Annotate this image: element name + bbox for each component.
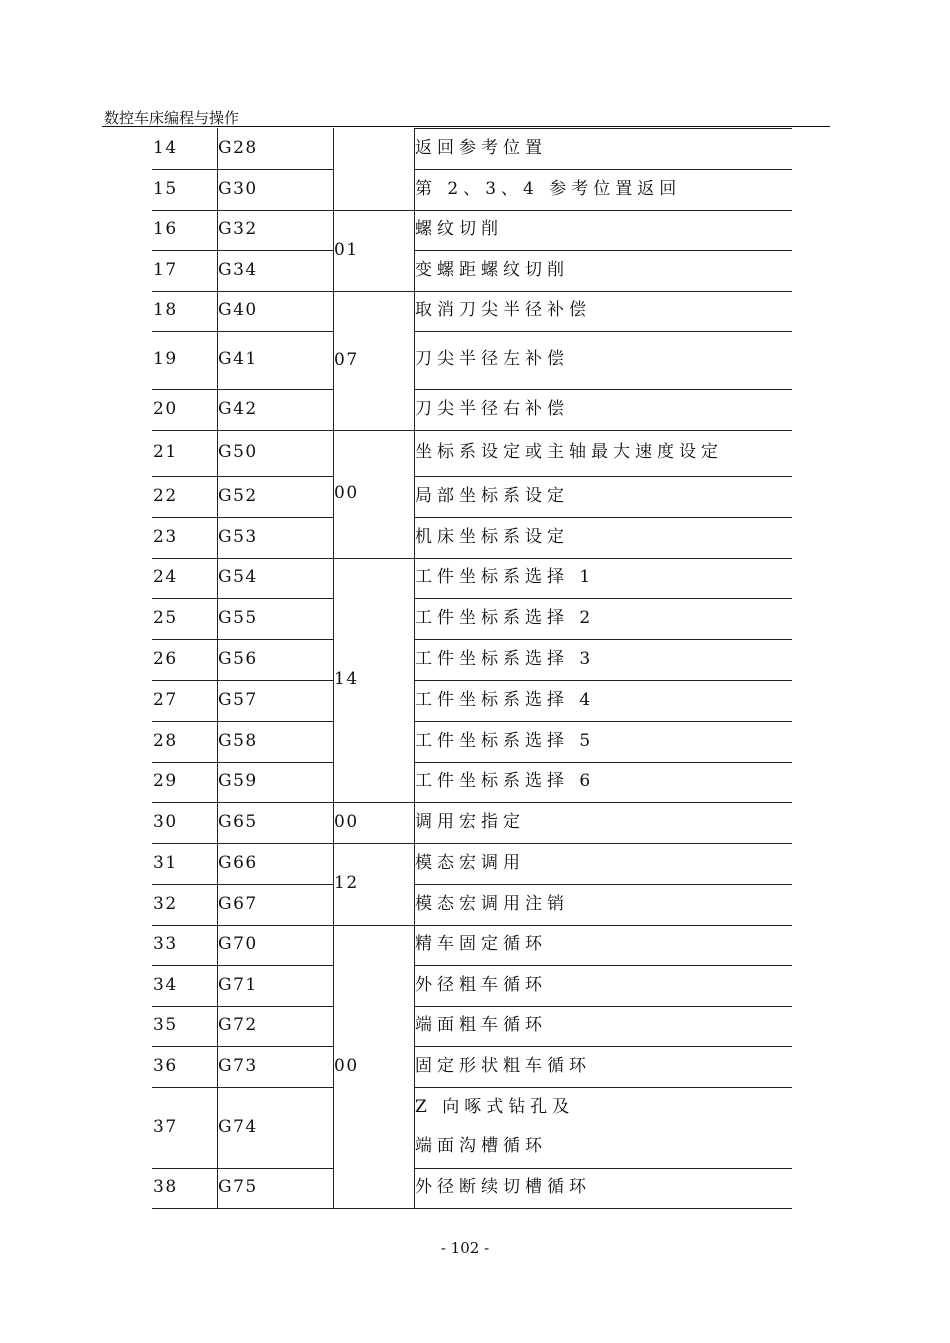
row-number: 26 xyxy=(153,649,178,669)
g-code: G71 xyxy=(218,975,258,995)
function-description: 工件坐标系选择 4 xyxy=(415,690,596,710)
function-description: Z 向啄式钻孔及 xyxy=(415,1097,575,1117)
row-divider xyxy=(152,169,333,170)
g-code: G52 xyxy=(218,486,258,506)
function-description: 螺纹切削 xyxy=(415,219,503,239)
g-code: G32 xyxy=(218,219,258,239)
group-number: 00 xyxy=(334,483,359,503)
row-divider xyxy=(414,639,792,640)
row-divider xyxy=(414,1168,792,1169)
row-number: 18 xyxy=(153,300,178,320)
g-code: G28 xyxy=(218,138,258,158)
function-description: 取消刀尖半径补偿 xyxy=(415,300,591,320)
g-code: G40 xyxy=(218,300,258,320)
row-divider xyxy=(152,250,333,251)
g-code: G55 xyxy=(218,608,258,628)
function-description: 外径粗车循环 xyxy=(415,975,547,995)
row-divider xyxy=(152,762,333,763)
row-divider xyxy=(152,558,792,559)
row-number: 33 xyxy=(153,934,178,954)
row-number: 35 xyxy=(153,1015,178,1035)
row-divider xyxy=(414,1046,792,1047)
g-code: G70 xyxy=(218,934,258,954)
row-divider xyxy=(152,291,792,292)
function-description: 模态宏调用注销 xyxy=(415,894,569,914)
g-code: G65 xyxy=(218,812,258,832)
row-divider xyxy=(152,331,333,332)
row-divider xyxy=(152,721,333,722)
row-number: 23 xyxy=(153,527,178,547)
row-number: 14 xyxy=(153,138,178,158)
row-divider xyxy=(152,476,333,477)
row-divider xyxy=(414,476,792,477)
function-description: 刀尖半径右补偿 xyxy=(415,399,569,419)
row-divider xyxy=(152,1208,792,1209)
row-divider xyxy=(414,128,792,129)
g-code: G66 xyxy=(218,853,258,873)
function-description: 返回参考位置 xyxy=(415,138,547,158)
running-header-title: 数控车床编程与操作 xyxy=(104,109,240,127)
row-divider xyxy=(152,517,333,518)
group-number: 12 xyxy=(334,873,359,893)
function-description: 模态宏调用 xyxy=(415,853,525,873)
row-divider xyxy=(152,925,792,926)
row-number: 30 xyxy=(153,812,178,832)
row-divider xyxy=(152,1168,333,1169)
g-code: G73 xyxy=(218,1056,258,1076)
row-number: 38 xyxy=(153,1177,178,1197)
function-description: 坐标系设定或主轴最大速度设定 xyxy=(415,442,723,462)
g-code: G58 xyxy=(218,731,258,751)
row-number: 32 xyxy=(153,894,178,914)
row-divider xyxy=(414,762,792,763)
row-divider xyxy=(152,843,792,844)
function-description: 精车固定循环 xyxy=(415,934,547,954)
row-divider xyxy=(152,389,333,390)
g-code: G56 xyxy=(218,649,258,669)
row-number: 21 xyxy=(153,442,178,462)
group-number: 00 xyxy=(334,1056,359,1076)
group-number: 14 xyxy=(334,669,359,689)
column-divider xyxy=(333,128,334,1208)
g-code: G53 xyxy=(218,527,258,547)
function-description: 第 2、3、4 参考位置返回 xyxy=(415,179,682,199)
row-divider xyxy=(414,965,792,966)
function-description: 工件坐标系选择 1 xyxy=(415,567,596,587)
row-number: 36 xyxy=(153,1056,178,1076)
row-divider xyxy=(152,430,792,431)
row-number: 15 xyxy=(153,179,178,199)
function-description: 工件坐标系选择 3 xyxy=(415,649,596,669)
g-code: G57 xyxy=(218,690,258,710)
row-divider xyxy=(414,1006,792,1007)
page-number: - 102 - xyxy=(440,1239,490,1257)
row-divider xyxy=(152,639,333,640)
g-code: G75 xyxy=(218,1177,258,1197)
row-divider xyxy=(152,1087,333,1088)
row-divider xyxy=(414,884,792,885)
row-number: 17 xyxy=(153,260,178,280)
g-code: G42 xyxy=(218,399,258,419)
g-code: G72 xyxy=(218,1015,258,1035)
g-code: G30 xyxy=(218,179,258,199)
row-divider xyxy=(414,250,792,251)
row-number: 31 xyxy=(153,853,178,873)
row-divider xyxy=(414,680,792,681)
row-divider xyxy=(414,1087,792,1088)
row-divider xyxy=(152,802,792,803)
row-divider xyxy=(152,210,792,211)
row-number: 24 xyxy=(153,567,178,587)
row-divider xyxy=(414,721,792,722)
function-description: 调用宏指定 xyxy=(415,812,525,832)
function-description: 端面粗车循环 xyxy=(415,1015,547,1035)
group-number: 00 xyxy=(334,812,359,832)
function-description: 固定形状粗车循环 xyxy=(415,1056,591,1076)
g-code: G50 xyxy=(218,442,258,462)
g-code: G34 xyxy=(218,260,258,280)
g-code: G74 xyxy=(218,1117,258,1137)
g-code: G54 xyxy=(218,567,258,587)
row-number: 22 xyxy=(153,486,178,506)
function-description: 工件坐标系选择 2 xyxy=(415,608,596,628)
function-description: 工件坐标系选择 5 xyxy=(415,731,596,751)
row-number: 29 xyxy=(153,771,178,791)
function-description: 外径断续切槽循环 xyxy=(415,1177,591,1197)
group-number: 07 xyxy=(334,350,359,370)
row-divider xyxy=(152,965,333,966)
group-number: 01 xyxy=(334,240,359,260)
row-number: 16 xyxy=(153,219,178,239)
row-divider xyxy=(152,1046,333,1047)
g-code: G41 xyxy=(218,349,258,369)
row-divider xyxy=(414,517,792,518)
row-number: 34 xyxy=(153,975,178,995)
row-number: 27 xyxy=(153,690,178,710)
function-description: 局部坐标系设定 xyxy=(415,486,569,506)
row-divider xyxy=(414,598,792,599)
row-divider xyxy=(414,389,792,390)
function-description: 变螺距螺纹切削 xyxy=(415,260,569,280)
row-number: 20 xyxy=(153,399,178,419)
row-number: 19 xyxy=(153,349,178,369)
g-code: G59 xyxy=(218,771,258,791)
row-divider xyxy=(152,598,333,599)
row-divider xyxy=(414,169,792,170)
row-number: 25 xyxy=(153,608,178,628)
g-code: G67 xyxy=(218,894,258,914)
function-description: 刀尖半径左补偿 xyxy=(415,349,569,369)
row-number: 37 xyxy=(153,1117,178,1137)
function-description-line2: 端面沟槽循环 xyxy=(415,1136,547,1156)
row-divider xyxy=(152,1006,333,1007)
function-description: 机床坐标系设定 xyxy=(415,527,569,547)
row-number: 28 xyxy=(153,731,178,751)
row-divider xyxy=(152,680,333,681)
row-divider xyxy=(152,884,333,885)
row-divider xyxy=(414,331,792,332)
function-description: 工件坐标系选择 6 xyxy=(415,771,596,791)
